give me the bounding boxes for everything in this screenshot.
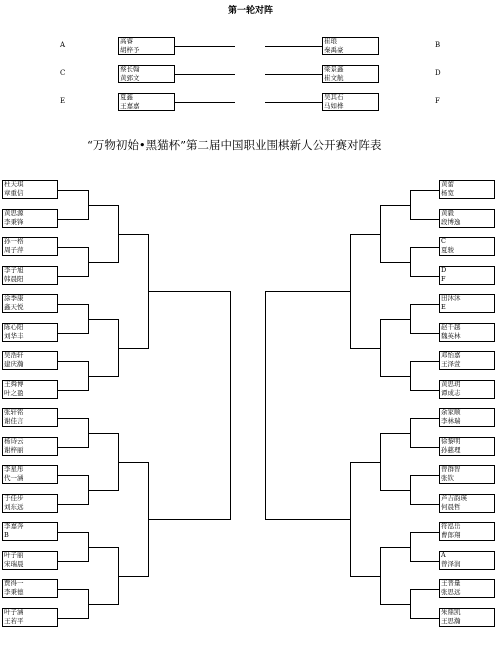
round1-connector <box>175 74 235 75</box>
right-pair-player-1: 余家顺 <box>441 408 461 416</box>
round1-letter-right: F <box>435 97 440 105</box>
left-pair-player-1: 张轩铭 <box>4 408 24 416</box>
right-pair-player-2: 夏骏 <box>441 246 454 254</box>
left-bracket-line <box>148 519 230 520</box>
right-bracket-line <box>410 418 439 419</box>
left-bracket-line <box>148 291 230 292</box>
left-pair-player-1: 叶子丽 <box>4 551 24 559</box>
right-pair-player-2: 何晨哲 <box>441 503 461 511</box>
right-bracket-line <box>380 376 410 377</box>
left-pair-player-1: 孙一格 <box>4 237 24 245</box>
right-pair-player-1: 王普量 <box>441 579 461 587</box>
right-bracket-line <box>350 348 380 349</box>
round1-right-pair-player-1: 梁景鑫 <box>324 65 344 73</box>
right-bracket-line <box>410 276 439 277</box>
left-pair-player-2: 鑫天悦 <box>4 303 24 311</box>
right-bracket-line <box>265 291 266 520</box>
right-bracket-line <box>410 504 439 505</box>
right-bracket-line <box>410 361 411 391</box>
left-bracket-line <box>118 348 148 349</box>
left-pair-player-2: 叶之盈 <box>4 389 24 397</box>
right-bracket-line <box>410 589 439 590</box>
left-bracket-line <box>118 462 148 463</box>
right-bracket-line <box>410 532 411 562</box>
left-bracket-line <box>58 589 88 590</box>
right-bracket-line <box>350 462 351 577</box>
left-bracket-line <box>118 576 148 577</box>
right-pair-player-1: D <box>441 266 447 274</box>
left-bracket-line <box>58 219 88 220</box>
left-bracket-line <box>58 190 88 191</box>
round1-left-pair-player-1: 夏鑫 <box>120 93 133 101</box>
right-pair-player-2: 张钦 <box>441 474 454 482</box>
left-bracket-line <box>230 291 231 520</box>
left-pair-player-2: 谢佳言 <box>4 417 24 425</box>
right-bracket-line <box>380 262 410 263</box>
left-pair-player-1: 叶子涵 <box>4 608 24 616</box>
round1-left-pair-player-2: 王嘉嘉 <box>120 101 140 110</box>
left-bracket-line <box>88 262 118 263</box>
round1-right-pair-player-2: 马如桦 <box>324 101 344 110</box>
right-pair-player-2: 魏英林 <box>441 332 461 340</box>
right-bracket-line <box>380 319 381 377</box>
right-pair-player-1: 徐黎明 <box>441 437 461 445</box>
right-pair-player-2: 李林瑞 <box>441 417 461 425</box>
right-pair-player-2: 段博逸 <box>441 218 461 226</box>
right-bracket-line <box>410 475 411 505</box>
right-pair-player-1: 黄毅 <box>441 209 454 217</box>
left-bracket-line <box>88 433 118 434</box>
left-bracket-line <box>58 247 88 248</box>
left-pair-player-2: 宋瑞晨 <box>4 560 24 568</box>
left-bracket-line <box>88 490 118 491</box>
right-bracket-line <box>380 205 410 206</box>
right-pair-player-1: C <box>441 237 446 245</box>
left-pair-player-1: 王舜博 <box>4 380 24 388</box>
right-pair-player-2: 曹郎翔 <box>441 531 461 539</box>
round1-left-pair-player-1: 高睿 <box>120 37 133 45</box>
right-pair-player-1: 芦吉韵瑛 <box>441 494 467 502</box>
right-pair-player-1: 田沐沐 <box>441 294 461 302</box>
left-bracket-line <box>88 319 118 320</box>
left-pair-player-2: 周子萍 <box>4 246 24 254</box>
left-bracket-line <box>58 333 88 334</box>
bracket-title: “万物初始•黑猫杯”第二届中国职业围棋新人公开赛对阵表 <box>87 138 382 152</box>
right-bracket-line <box>410 190 439 191</box>
right-pair-player-2: 曾泽润 <box>441 560 461 568</box>
round1-left-pair-player-2: 黄郅文 <box>120 73 140 82</box>
right-pair <box>439 266 495 285</box>
left-pair-player-1: 陈心阳 <box>4 323 24 331</box>
left-bracket-line <box>58 304 88 305</box>
left-pair-player-2: 建庆瀚 <box>4 360 24 368</box>
right-pair-player-1: 曾群智 <box>441 465 461 473</box>
right-bracket-line <box>410 304 411 334</box>
right-pair-player-1: 邓怡嘉 <box>441 351 461 359</box>
left-pair-player-2: 王若平 <box>4 617 24 625</box>
left-bracket-line <box>88 547 118 548</box>
right-bracket-line <box>410 561 439 562</box>
right-bracket-line <box>410 532 439 533</box>
left-pair-player-1: 黄思源 <box>4 209 24 217</box>
right-bracket-line <box>410 418 411 448</box>
left-pair-player-2: 李秉锋 <box>4 218 24 226</box>
round1-letter-right: B <box>435 41 441 49</box>
left-bracket-line <box>58 361 88 362</box>
right-pair-player-2: 谭成志 <box>441 389 461 397</box>
left-pair-player-2: 李秉德 <box>4 588 24 596</box>
round1-letter-left: C <box>60 69 66 77</box>
left-pair-player-1: 于佳步 <box>4 494 24 502</box>
round1-right-pair-player-2: 崔文航 <box>324 73 344 82</box>
left-bracket-line <box>88 205 118 206</box>
right-pair-player-2: 孙慈理 <box>441 446 461 454</box>
left-pair-player-2: 刘华丰 <box>4 332 24 340</box>
left-bracket-line <box>58 475 88 476</box>
left-pair-player-2: 韩晨阳 <box>4 275 24 283</box>
right-pair-player-2: 杨宽 <box>441 189 454 197</box>
right-bracket-line <box>410 247 411 277</box>
right-bracket-line <box>410 190 411 220</box>
right-bracket-line <box>410 361 439 362</box>
right-bracket-line <box>350 462 380 463</box>
left-bracket-line <box>88 376 118 377</box>
round1-right-pair-player-2: 秦禹豪 <box>324 45 344 54</box>
right-bracket-line <box>380 433 410 434</box>
left-pair-player-1: 李嘉奔 <box>4 522 24 530</box>
right-bracket-line <box>410 447 439 448</box>
round1-connector <box>265 46 322 47</box>
left-bracket-line <box>58 390 88 391</box>
left-pair-player-2: 代一涵 <box>4 474 24 482</box>
left-bracket-line <box>58 447 88 448</box>
left-bracket-line <box>88 604 118 605</box>
round1-left-pair-player-1: 蔡长翰 <box>120 65 140 73</box>
right-pair-player-1: 赵千越 <box>441 323 461 331</box>
left-pair-player-2: B <box>4 531 9 539</box>
left-pair-player-2: 章重信 <box>4 189 24 197</box>
right-bracket-line <box>350 234 351 349</box>
left-bracket-line <box>58 504 88 505</box>
right-bracket-line <box>380 319 410 320</box>
right-pair-player-2: E <box>441 303 446 311</box>
left-pair-player-1: 李子旭 <box>4 266 24 274</box>
right-bracket-line <box>350 576 380 577</box>
left-bracket-line <box>58 618 88 619</box>
round1-letter-left: E <box>60 97 66 105</box>
round1-connector <box>175 46 235 47</box>
right-bracket-line <box>410 618 439 619</box>
round1-connector <box>175 102 235 103</box>
right-bracket-line <box>410 390 439 391</box>
round1-right-pair-player-1: 崔琅 <box>324 37 337 45</box>
right-pair-player-2: 张思远 <box>441 588 461 596</box>
right-bracket-line <box>380 604 410 605</box>
right-bracket-line <box>380 490 410 491</box>
right-bracket-line <box>265 291 350 292</box>
round1-letter-left: A <box>60 41 66 49</box>
left-pair-player-2: 谢梓丽 <box>4 446 24 454</box>
left-bracket-line <box>118 234 148 235</box>
right-bracket-line <box>350 234 380 235</box>
round1-left-pair-player-2: 胡梓予 <box>120 45 140 54</box>
right-bracket-line <box>410 333 439 334</box>
right-bracket-line <box>410 304 439 305</box>
right-pair-player-1: 朱鼎凯 <box>441 608 461 616</box>
round1-title: 第一轮对阵 <box>228 6 274 16</box>
right-bracket-line <box>410 475 439 476</box>
right-pair-player-2: F <box>441 275 446 283</box>
right-bracket-line <box>265 519 350 520</box>
right-bracket-line <box>410 219 439 220</box>
right-pair-player-1: 黄思玥 <box>441 380 461 388</box>
right-pair-player-2: 王泽萱 <box>441 360 461 368</box>
right-bracket-line <box>410 247 439 248</box>
left-pair-player-1: 李星彤 <box>4 465 24 473</box>
right-bracket-line <box>410 589 411 619</box>
left-pair-player-1: 涂季康 <box>4 294 24 302</box>
left-pair-player-1: 贾得一 <box>4 579 24 587</box>
left-bracket-line <box>58 532 88 533</box>
round1-right-pair-player-1: 吴其石 <box>324 93 344 101</box>
left-pair-player-1: 杜天琪 <box>4 180 24 188</box>
round1-letter-right: D <box>435 69 441 77</box>
left-bracket-line <box>58 418 88 419</box>
left-pair-player-2: 刘东远 <box>4 503 24 511</box>
right-pair-player-1: 符泓岳 <box>441 522 461 530</box>
left-pair-player-1: 吴浩轩 <box>4 351 24 359</box>
right-bracket-line <box>380 547 410 548</box>
left-bracket-line <box>58 276 88 277</box>
right-bracket-line <box>380 433 381 491</box>
round1-connector <box>265 102 322 103</box>
left-bracket-line <box>58 561 88 562</box>
right-pair-player-1: A <box>441 551 446 559</box>
left-pair-player-1: 杨诗云 <box>4 437 24 445</box>
right-bracket-line <box>380 205 381 263</box>
round1-connector <box>265 74 322 75</box>
right-pair-player-2: 王思瀚 <box>441 617 461 625</box>
right-pair-player-1: 黄蕾 <box>441 180 454 188</box>
right-bracket-line <box>380 547 381 605</box>
